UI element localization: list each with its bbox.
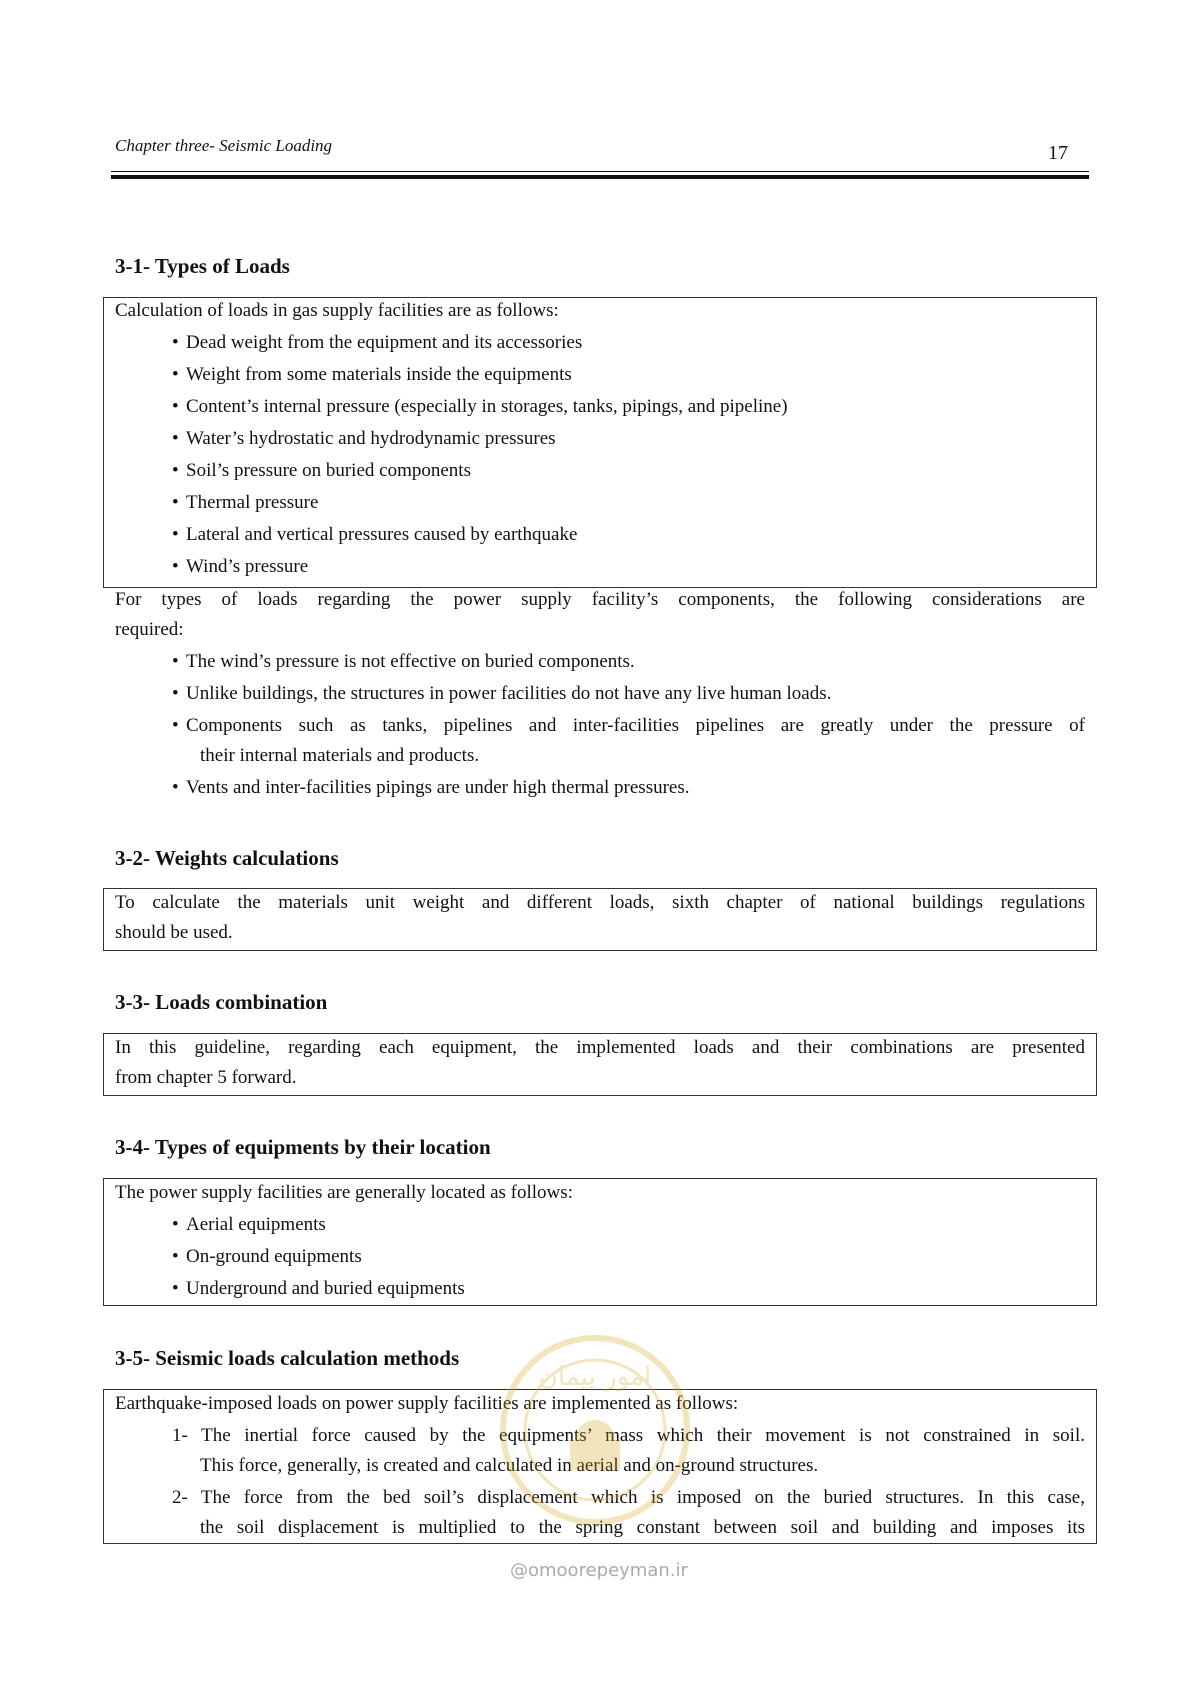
list-item: • Thermal pressure (172, 492, 319, 513)
page-number: 17 (1048, 142, 1068, 164)
list-item: • The wind’s pressure is not effective on buried components. (172, 651, 635, 672)
paragraph-considerations-line1: For types of loads regarding the power supply facility’s components, the following considerations are (115, 589, 1085, 610)
list-item: • Vents and inter-facilities pipings are under high thermal pressures. (172, 777, 690, 798)
header-rule-thin (111, 171, 1089, 172)
list-item: • Soil’s pressure on buried components (172, 460, 471, 481)
numbered-item-2-line1: 2- The force from the bed soil’s displacement which is imposed on the buried structures. In this case, (172, 1487, 1085, 1508)
list-item: • Weight from some materials inside the equipments (172, 364, 572, 385)
list-item: • On-ground equipments (172, 1246, 362, 1267)
running-header-title: Chapter three- Seismic Loading (115, 136, 333, 155)
section-text-3-2-line2: should be used. (115, 922, 233, 943)
section-text-3-2-line1: To calculate the materials unit weight and different loads, sixth chapter of national buildings regulations (115, 892, 1085, 913)
watermark-seal-icon (495, 1330, 695, 1530)
watermark-site: @omoorepeyman.ir (510, 1560, 688, 1581)
section-text-3-3-line1: In this guideline, regarding each equipment, the implemented loads and their combinations are presented (115, 1037, 1085, 1058)
section-title-3-4: 3-4- Types of equipments by their location (115, 1135, 491, 1159)
section-intro-3-1: Calculation of loads in gas supply facilities are as follows: (115, 300, 559, 321)
list-item: • Unlike buildings, the structures in power facilities do not have any live human loads. (172, 683, 832, 704)
numbered-item-1-line1: 1- The inertial force caused by the equipments’ mass which their movement is not constrained in soil. (172, 1425, 1085, 1446)
list-item: • Lateral and vertical pressures caused by earthquake (172, 524, 578, 545)
list-item: • Wind’s pressure (172, 556, 309, 577)
section-title-3-5: 3-5- Seismic loads calculation methods (115, 1346, 460, 1370)
numbered-item-2-line2: the soil displacement is multiplied to the spring constant between soil and building and imposes its (200, 1517, 1085, 1538)
list-item: • Components such as tanks, pipelines and inter-facilities pipelines are greatly under the pressure of (172, 715, 1085, 736)
header-rule-thick (111, 175, 1089, 179)
paragraph-considerations-line2: required: (115, 619, 184, 640)
list-item: • Dead weight from the equipment and its accessories (172, 332, 583, 353)
section-title-3-1: 3-1- Types of Loads (115, 254, 290, 278)
list-item: • Water’s hydrostatic and hydrodynamic pressures (172, 428, 556, 449)
list-item: • Underground and buried equipments (172, 1278, 465, 1299)
list-item: • Content’s internal pressure (especially in storages, tanks, pipings, and pipeline) (172, 396, 788, 417)
section-title-3-3: 3-3- Loads combination (115, 990, 328, 1014)
section-text-3-3-line2: from chapter 5 forward. (115, 1067, 297, 1088)
section-title-3-2: 3-2- Weights calculations (115, 846, 339, 870)
watermark-seal-text: امور پیمان (538, 1362, 652, 1392)
section-intro-3-4: The power supply facilities are generally located as follows: (115, 1182, 573, 1203)
section-intro-3-5: Earthquake-imposed loads on power supply facilities are implemented as follows: (115, 1393, 739, 1414)
list-item: • Aerial equipments (172, 1214, 326, 1235)
numbered-item-1-line2: This force, generally, is created and calculated in aerial and on-ground structures. (200, 1455, 819, 1476)
list-item-continuation: their internal materials and products. (200, 745, 480, 766)
